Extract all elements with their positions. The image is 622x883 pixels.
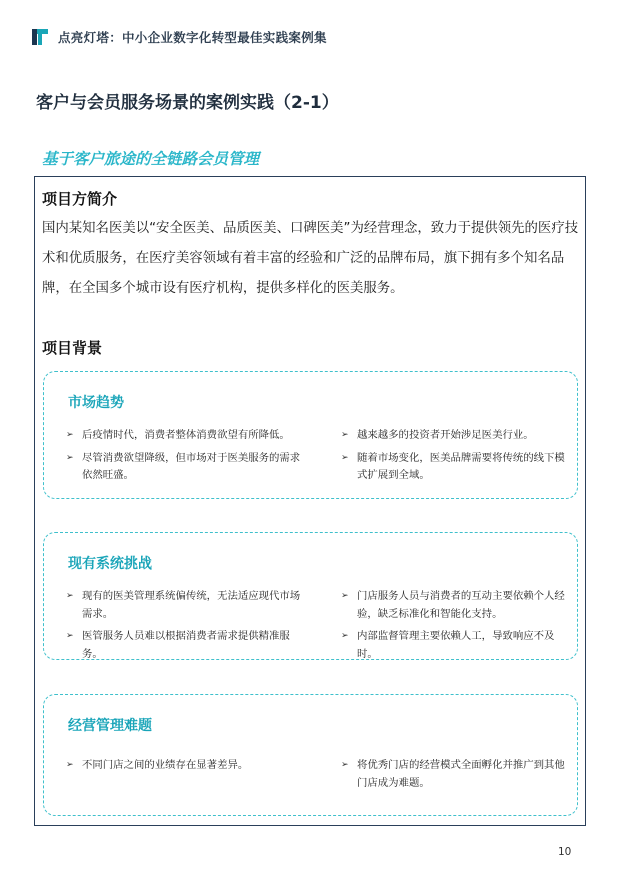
card-title: 现有系统挑战	[68, 556, 152, 572]
card-left-column	[66, 427, 302, 490]
bullet-item: ➢ 后疫情时代，消费者整体消费欲望有所降低。	[66, 427, 302, 445]
arrow-bullet-icon: ➢	[341, 591, 349, 601]
arrow-bullet-icon: ➢	[341, 430, 349, 440]
bullet-item: ➢ 现有的医美管理系统偏传统，无法适应现代市场需求。	[66, 590, 301, 620]
bullet-item: ➢ 将优秀门店的经营模式全面孵化并推广到其他门店成为难题。	[341, 759, 565, 789]
case-subtitle: 基于客户旅途的全链路会员管理	[42, 150, 260, 168]
section-title: 客户与会员服务场景的案例实践（2-1）	[36, 93, 339, 113]
card-title: 市场趋势	[68, 395, 124, 411]
bullet-item: ➢ 不同门店之间的业绩存在显著差异。	[66, 757, 302, 775]
bullet-item: ➢ 内部监督管理主要依赖人工，导致响应不及时。	[341, 630, 555, 660]
arrow-bullet-icon: ➢	[341, 631, 349, 641]
bullet-item: ➢ 门店服务人员与消费者的互动主要依赖个人经验，缺乏标准化和智能化支持。	[341, 590, 565, 620]
bullet-item: ➢ 尽管消费欲望降级，但市场对于医美服务的需求依然旺盛。	[66, 451, 301, 481]
intro-heading: 项目方简介	[42, 190, 118, 208]
page-number: 10	[558, 846, 572, 858]
card-operation-challenges	[43, 694, 578, 816]
card-system-challenges	[43, 532, 578, 660]
background-heading: 项目背景	[42, 339, 103, 357]
bullet-item: ➢ 越来越多的投资者开始涉足医美行业。	[341, 427, 569, 445]
page-header	[30, 26, 327, 48]
arrow-bullet-icon: ➢	[66, 631, 74, 641]
arrow-bullet-icon: ➢	[341, 760, 349, 770]
intro-paragraph: 国内某知名医美以“安全医美、品质医美、口碑医美”为经营理念，致力于提供领先的医疗技术和优质服务，在医疗美容领域有着丰富的经验和广泛的品牌布局，旗下拥有多个知名品牌，在全国多个城市设有医疗机构，提供多样化的医美服务。	[42, 221, 579, 296]
card-left-column	[66, 757, 302, 780]
arrow-bullet-icon: ➢	[66, 591, 74, 601]
card-right-column	[341, 588, 569, 668]
bullet-item: ➢ 随着市场变化，医美品牌需要将传统的线下模式扩展到全域。	[341, 451, 565, 481]
arrow-bullet-icon: ➢	[66, 452, 74, 463]
card-right-column	[341, 427, 569, 490]
brand-logo-icon	[30, 27, 50, 47]
header-title: 点亮灯塔：中小企业数字化转型最佳实践案例集	[58, 30, 327, 45]
arrow-bullet-icon: ➢	[66, 430, 74, 440]
arrow-bullet-icon: ➢	[66, 760, 74, 770]
bullet-item: ➢ 医管服务人员难以根据消费者需求提供精准服务。	[66, 630, 290, 660]
card-market-trends	[43, 371, 578, 499]
card-left-column	[66, 588, 302, 668]
card-title: 经营管理难题	[68, 718, 152, 734]
card-right-column	[341, 757, 569, 797]
arrow-bullet-icon: ➢	[341, 452, 349, 463]
